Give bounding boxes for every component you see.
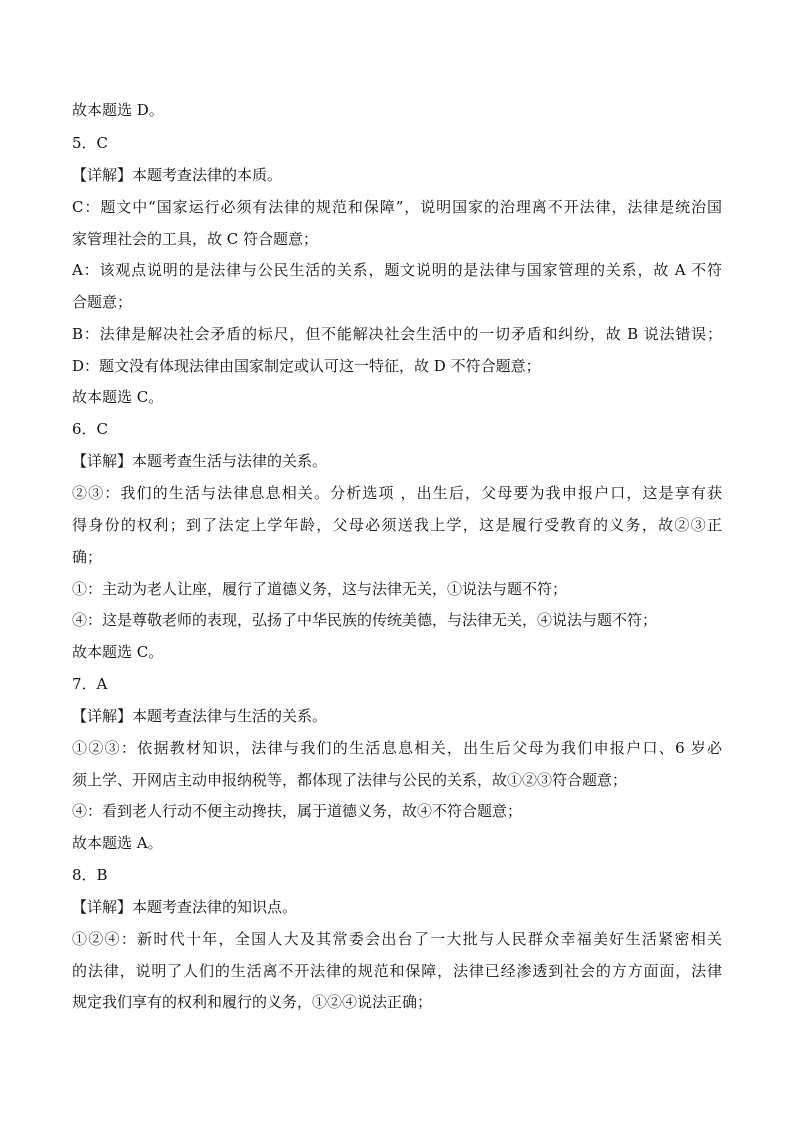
text-line: 得身份的权利；到了法定上学年龄，父母必须送我上学，这是履行受教育的义务，故②③正 <box>72 516 722 534</box>
text-line: ④：这是尊敬老师的表现，弘扬了中华民族的传统美德，与法律无关，④说法与题不符； <box>72 611 658 629</box>
text-line: ①②④：新时代十年，全国人大及其常委会出台了一大批与人民群众幸福美好生活紧密相关 <box>72 930 722 948</box>
text-line: 须上学、开网店主动申报纳税等，都体现了法律与公民的关系，故①②③符合题意； <box>72 771 628 789</box>
text-line: 确； <box>72 548 103 566</box>
conclusion-line: 故本题选 C。 <box>72 643 164 661</box>
conclusion-line: 故本题选 D。 <box>72 101 164 119</box>
answer-heading-8: 8．B <box>72 866 108 884</box>
text-line: 家管理社会的工具，故 C 符合题意； <box>72 230 319 248</box>
detail-heading-8: 【详解】本题考查法律的知识点。 <box>72 898 298 916</box>
text-line: ①②③：依据教材知识，法律与我们的生活息息相关，出生后父母为我们申报户口、6 岁必 <box>72 739 722 757</box>
conclusion-line: 故本题选 A。 <box>72 834 163 852</box>
text-line: D：题文没有体现法律由国家制定或认可这一特征，故 D 不符合题意； <box>72 357 541 375</box>
text-line: C：题文中“国家运行必须有法律的规范和保障”，说明国家的治理离不开法律，法律是统治国 <box>72 198 722 216</box>
detail-heading-5: 【详解】本题考查法律的本质。 <box>72 166 283 184</box>
text-line: ①：主动为老人让座，履行了道德义务，这与法律无关，①说法与题不符； <box>72 580 568 598</box>
text-line: A：该观点说明的是法律与公民生活的关系，题文说明的是法律与国家管理的关系，故 A 不符 <box>72 261 722 279</box>
conclusion-line: 故本题选 C。 <box>72 388 164 406</box>
answer-heading-7: 7．A <box>72 675 108 693</box>
text-line: ④：看到老人行动不便主动搀扶，属于道德义务，故④不符合题意； <box>72 802 523 820</box>
text-line: 的法律，说明了人们的生活离不开法律的规范和保障，法律已经渗透到社会的方方面面，法律 <box>72 962 722 980</box>
answer-heading-5: 5．C <box>72 134 109 152</box>
text-line: B：法律是解决社会矛盾的标尺，但不能解决社会生活中的一切矛盾和纠纷，故 B 说法错误； <box>72 325 722 343</box>
text-line: 规定我们享有的权利和履行的义务，①②④说法正确； <box>72 993 433 1011</box>
detail-heading-7: 【详解】本题考查法律与生活的关系。 <box>72 707 328 725</box>
text-line: ②③：我们的生活与法律息息相关。分析选项 ，出生后，父母要为我申报户口，这是享有获 <box>72 484 722 502</box>
detail-heading-6: 【详解】本题考查生活与法律的关系。 <box>72 452 328 470</box>
text-line: 合题意； <box>72 293 133 311</box>
answer-heading-6: 6．C <box>72 420 109 438</box>
